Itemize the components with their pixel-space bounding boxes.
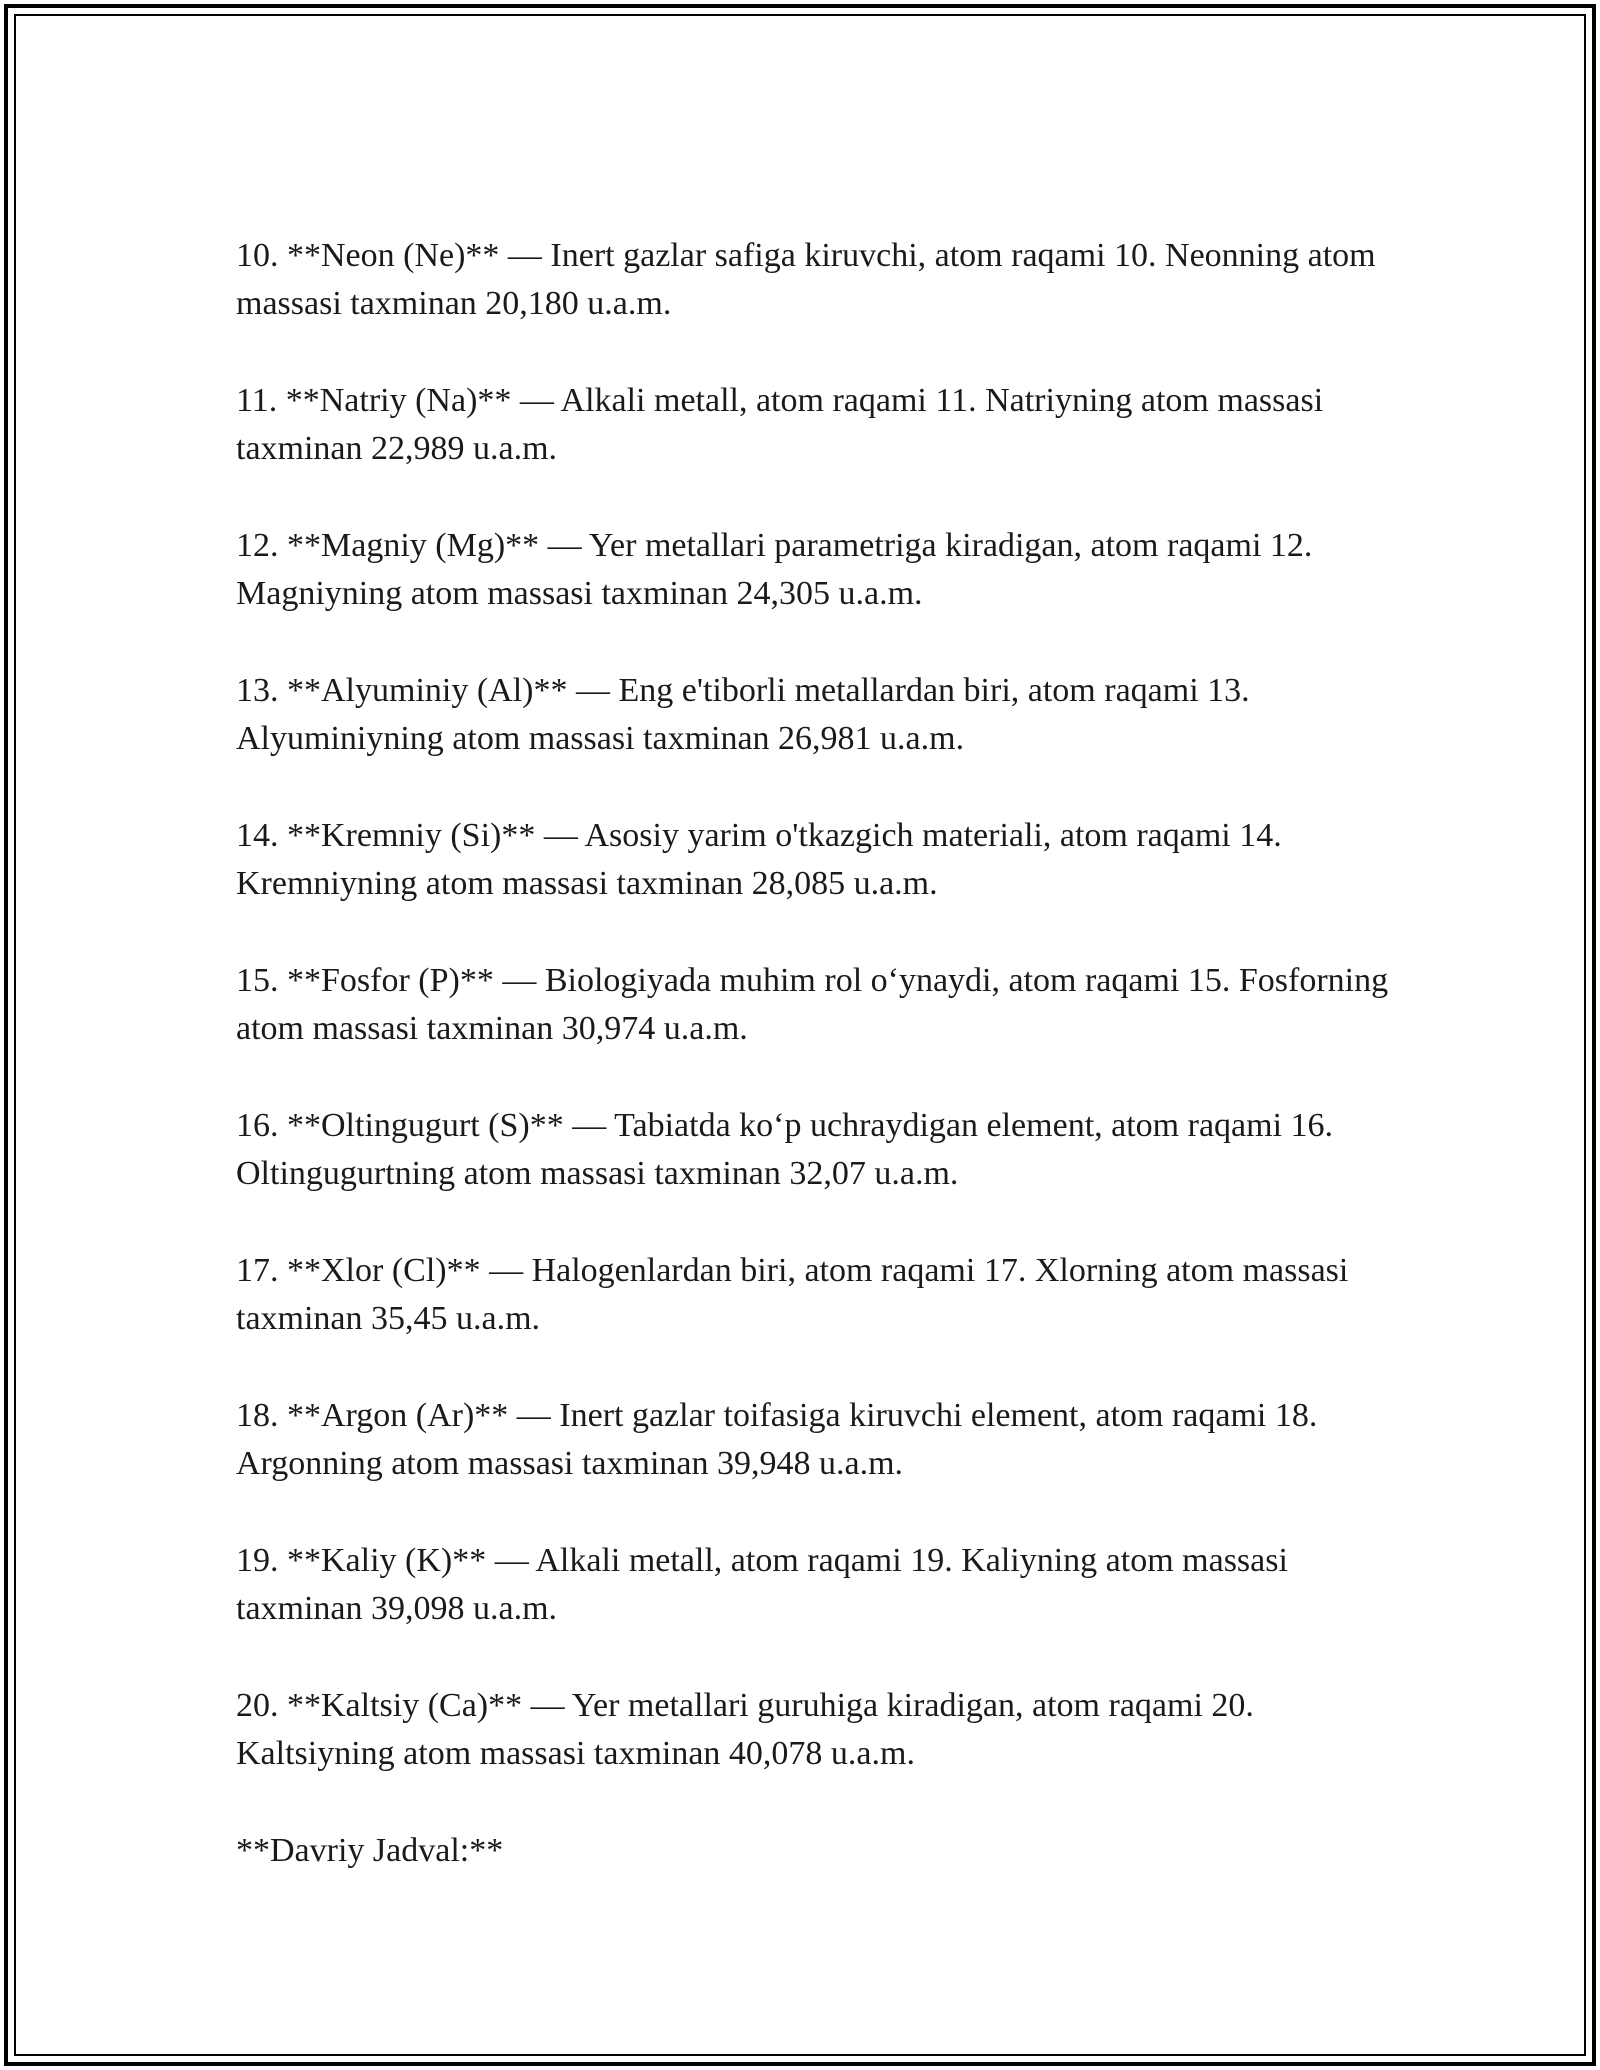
element-entry-kremniy: 14. **Kremniy (Si)** — Asosiy yarim o'tkazgich materiali, atom raqami 14. Kremniyning atom massasi taxminan 28,085 u.a.m. bbox=[236, 817, 1282, 902]
element-entry-xlor: 17. **Xlor (Cl)** — Halogenlardan biri, atom raqami 17. Xlorning atom massasi taxminan 35,45 u.a.m. bbox=[236, 1252, 1349, 1337]
document-body bbox=[236, 232, 1406, 1875]
section-heading-davriy-jadval: **Davriy Jadval:** bbox=[236, 1832, 504, 1869]
element-entry-magniy: 12. **Magniy (Mg)** — Yer metallari parametriga kiradigan, atom raqami 12. Magniyning atom massasi taxminan 24,305 u.a.m. bbox=[236, 527, 1313, 612]
element-entry-argon: 18. **Argon (Ar)** — Inert gazlar toifasiga kiruvchi element, atom raqami 18. Argonning atom massasi taxminan 39,948 u.a.m. bbox=[236, 1397, 1318, 1482]
element-entry-kaltsiy: 20. **Kaltsiy (Ca)** — Yer metallari guruhiga kiradigan, atom raqami 20. Kaltsiyning atom massasi taxminan 40,078 u.a.m. bbox=[236, 1687, 1254, 1772]
element-entry-natriy: 11. **Natriy (Na)** — Alkali metall, atom raqami 11. Natriyning atom massasi taxminan 22,989 u.a.m. bbox=[236, 382, 1324, 467]
element-entry-alyuminiy: 13. **Alyuminiy (Al)** — Eng e'tiborli metallardan biri, atom raqami 13. Alyuminiyning atom massasi taxminan 26,981 u.a.m. bbox=[236, 672, 1250, 757]
element-entry-oltingugurt: 16. **Oltingugurt (S)** — Tabiatda koʻp uchraydigan element, atom raqami 16. Oltingugurtning atom massasi taxminan 32,07 u.a.m. bbox=[236, 1107, 1334, 1192]
element-entry-fosfor: 15. **Fosfor (P)** — Biologiyada muhim rol oʻynaydi, atom raqami 15. Fosforning atom massasi taxminan 30,974 u.a.m. bbox=[236, 962, 1389, 1047]
element-entry-kaliy: 19. **Kaliy (K)** — Alkali metall, atom raqami 19. Kaliyning atom massasi taxminan 39,098 u.a.m. bbox=[236, 1542, 1288, 1627]
element-entry-neon: 10. **Neon (Ne)** — Inert gazlar safiga kiruvchi, atom raqami 10. Neonning atom massasi taxminan 20,180 u.a.m. bbox=[236, 237, 1376, 322]
